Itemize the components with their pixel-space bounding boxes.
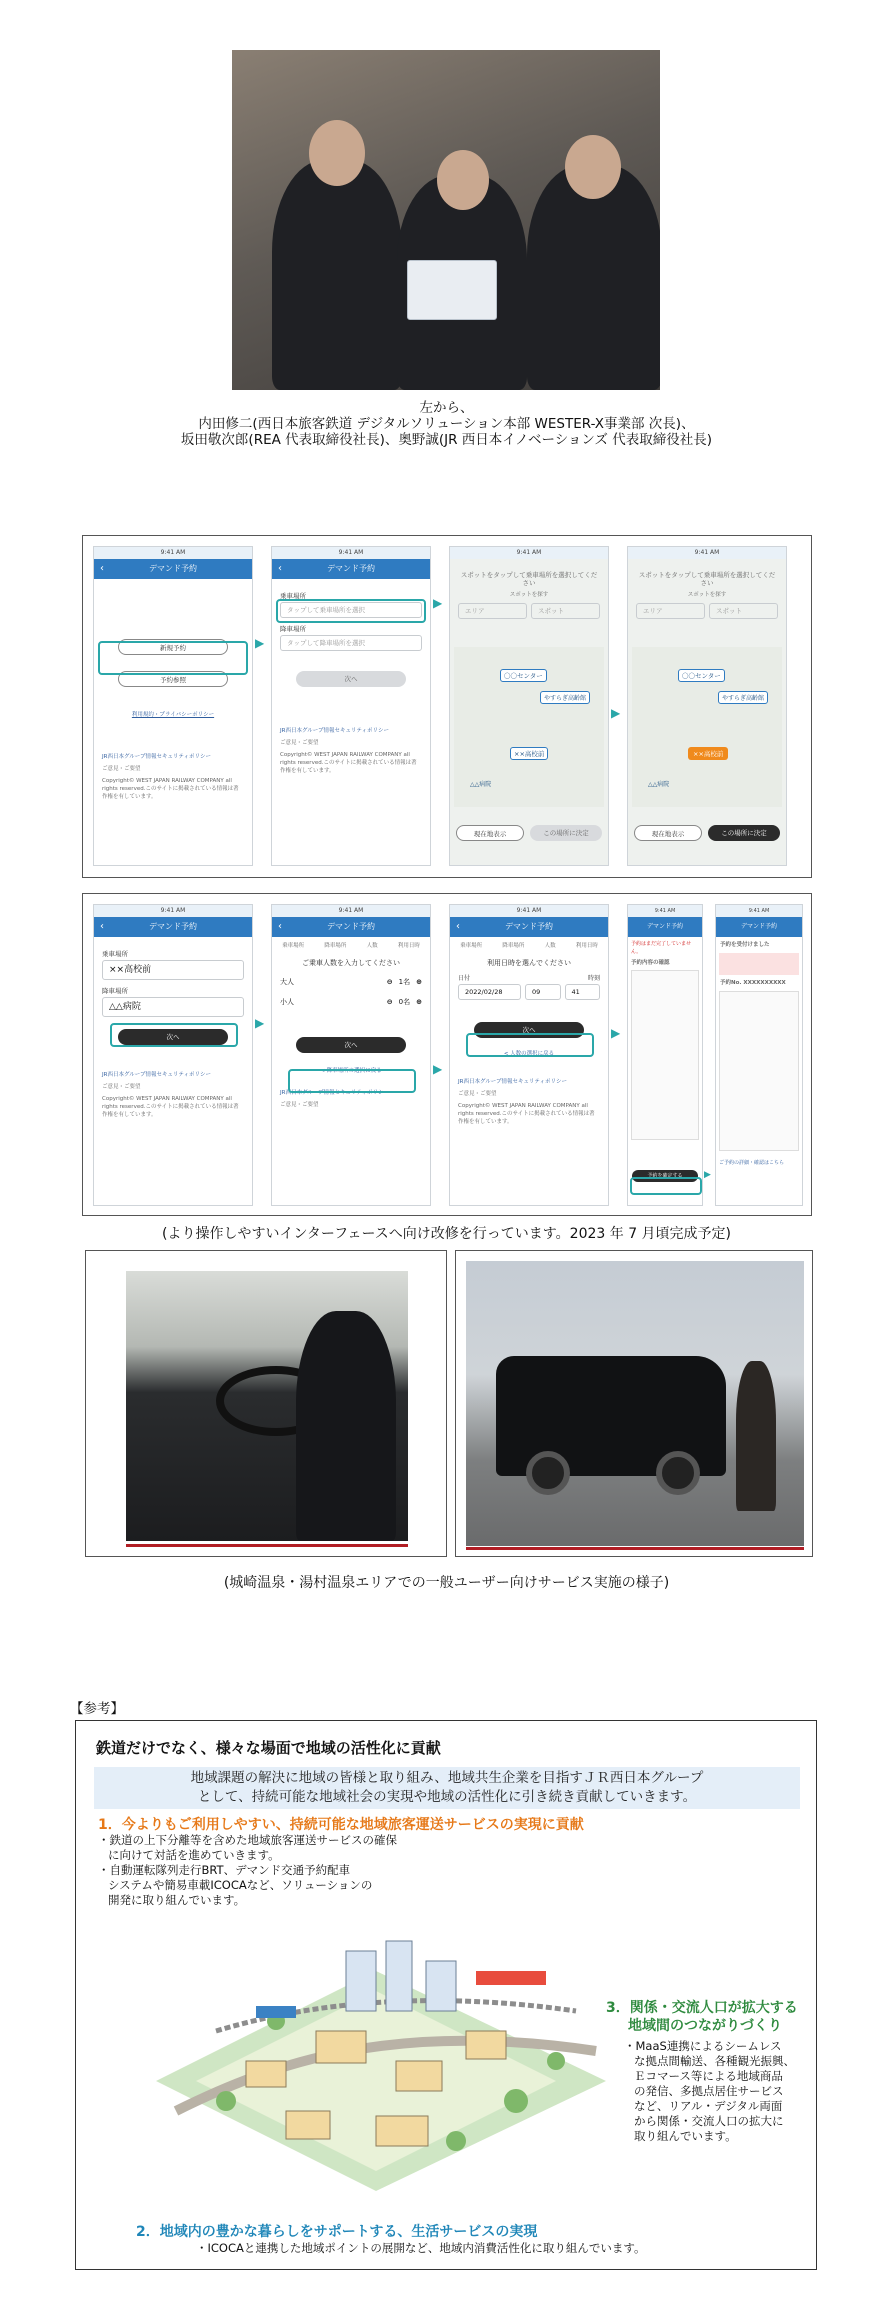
- check-booking-button[interactable]: 予約参照: [118, 671, 229, 687]
- section-1-title: 1．今よりもご利用しやすい、持続可能な地域旅客運送サービスの実現に貢献: [98, 1817, 584, 1833]
- minute-input[interactable]: 41: [565, 984, 601, 1000]
- section-2-title: 2．地域内の豊かな暮らしをサポートする、生活サービスの実現: [136, 2224, 538, 2240]
- arrow-right-icon: ▶: [704, 1170, 711, 1180]
- service-caption: (城崎温泉・湯村温泉エリアでの一般ユーザー向けサービス実施の様子): [223, 1575, 670, 1591]
- security-link[interactable]: JR西日本グループ情報セキュリティポリシー: [102, 754, 211, 760]
- screen-map-select: 9:41 AM スポットをタップして乗車場所を選択してください スポットを探す エリア スポット 〇〇センター やすらぎ高齢館 ××高校前 △△病院 現在地表示 この場所に決定: [449, 546, 609, 866]
- minus-icon[interactable]: ⊖: [386, 998, 393, 1006]
- dropoff-input[interactable]: △△病院: [102, 997, 244, 1017]
- back-icon[interactable]: ‹: [100, 921, 104, 932]
- next-button[interactable]: 次へ: [296, 671, 407, 687]
- minus-icon[interactable]: ⊖: [386, 978, 393, 986]
- person-figure: [736, 1361, 776, 1511]
- section-2-body: ・ICOCAと連携した地域ポイントの展開など、地域内消費活性化に取り組んでいます。: [196, 2241, 646, 2255]
- arrow-right-icon: ▶: [433, 596, 443, 610]
- map-view[interactable]: [454, 647, 604, 807]
- section-1-body: ・鉄道の上下分離等を含めた地域旅客運送サービスの確保 に向けて対話を進めていきます。 ・自動運転隊列走行BRT、デマンド交通予約配車 システムや簡易車載ICOCAなど、ソリューションの 開発に取り組んでいます。: [98, 1833, 397, 1907]
- decide-place-button[interactable]: この場所に決定: [530, 825, 602, 841]
- section-3-title: 3．関係・交流人口が拡大する 地域間のつながりづくり: [606, 2000, 798, 2034]
- screen-select-places: 9:41 AM ‹ デマンド予約 乗車場所 タップして乗車場所を選択 降車場所 タップして降車場所を選択 次へ JR西日本グループ情報セキュリティポリシー ご意見・ご要望 Copyright© WEST JAPAN RAILWAY COMPANY all rights reserved.このサイトに掲載されている情報は著作権を有しています。: [271, 546, 431, 866]
- next-button[interactable]: 次へ: [474, 1022, 585, 1038]
- driver-photo: [126, 1271, 408, 1541]
- reference-intro-band: 地域課題の解決に地域の皆様と取り組み、地域共生企業を目指すＪＲ西日本グループ として、持続可能な地域社会の実現や地域の活性化に引き続き貢献していきます。: [94, 1767, 800, 1809]
- child-stepper[interactable]: ⊖ 0名 ⊕: [386, 998, 422, 1006]
- dropoff-input[interactable]: タップして降車場所を選択: [280, 635, 422, 651]
- date-input[interactable]: 2022/02/28: [458, 984, 521, 1000]
- boarding-input[interactable]: タップして乗車場所を選択: [280, 602, 422, 618]
- adult-stepper[interactable]: ⊖ 1名 ⊕: [386, 978, 422, 986]
- current-location-button[interactable]: 現在地表示: [634, 825, 702, 841]
- highlight-reserve: [630, 1177, 702, 1195]
- area-select[interactable]: エリア: [458, 603, 527, 619]
- reference-title: 鉄道だけでなく、様々な場面で地域の活性化に貢献: [96, 1739, 441, 1757]
- current-location-button[interactable]: 現在地表示: [456, 825, 524, 841]
- highlight-next: [110, 1023, 238, 1047]
- vehicle-photo: [466, 1261, 804, 1546]
- screen-confirm: 9:41 AM デマンド予約 予約はまだ完了していません。 予約内容の確認 予約を確定する: [627, 904, 703, 1206]
- app-flow-row-1: [82, 535, 812, 878]
- screen-home: 9:41 AM ‹ デマンド予約 新規予約 予約参照 利用規約・プライバシーポリシー JR西日本グループ情報セキュリティポリシー ご意見・ご要望 Copyright© WEST JAPAN RAILWAY COMPANY all rights reserved.このサイトに掲載されている情報は著作権を有しています。: [93, 546, 253, 866]
- reference-label: 【参考】: [70, 1701, 124, 1717]
- photo-caption-line3: 坂田敬次郎(REA 代表取締役社長)、奥野誠(JR 西日本イノベーションズ 代表取締役社長): [180, 432, 713, 448]
- screen-places-filled: 9:41 AM ‹ デマンド予約 乗車場所 ××高校前 降車場所 △△病院 次へ JR西日本グループ情報セキュリティポリシー ご意見・ご要望 Copyright© WEST JAPAN RAILWAY COMPANY all rights reserved.このサイトに掲載されている情報は著作権を有しています。: [93, 904, 253, 1206]
- back-icon[interactable]: ‹: [278, 921, 282, 932]
- back-icon[interactable]: ‹: [278, 563, 282, 574]
- award-plaque: [407, 260, 497, 320]
- spot-select[interactable]: スポット: [531, 603, 600, 619]
- town-illustration: [136, 1911, 616, 2201]
- arrow-right-icon: ▶: [433, 1062, 443, 1076]
- highlight-boarding: [276, 599, 426, 623]
- map-pin-elderly[interactable]: やすらぎ高齢館: [540, 691, 590, 704]
- area-select[interactable]: エリア: [636, 603, 705, 619]
- back-link[interactable]: < 人数の選択に戻る: [503, 1051, 555, 1057]
- highlight-new-booking: [98, 641, 248, 675]
- ui-caption: (より操作しやすいインターフェースへ向け改修を行っています。2023 年 7 月頃完成予定): [161, 1226, 732, 1242]
- group-photo: [232, 50, 660, 390]
- app-flow-row-2: [82, 893, 812, 1216]
- screen-datetime: 9:41 AM ‹ デマンド予約 乗車場所 降車場所 人数 利用日時 利用日時を選んでください 日付 時刻 2022/02/28 09 41 次へ < 人数の選択に戻る JR西日本グループ情報セキュリティポリシー ご意見・ご要望 Copyright© WEST JAPAN RAILWAY COMPANY all rights reserved.このサイトに掲載されている情報は著作権を有しています。: [449, 904, 609, 1206]
- map-pin-center[interactable]: 〇〇センター: [500, 669, 547, 682]
- plus-icon[interactable]: ⊕: [416, 978, 422, 986]
- screen-done: 9:41 AM デマンド予約 予約を受付けました 予約No. XXXXXXXXXX ご予約の詳細・確認はこちら: [715, 904, 803, 1206]
- map-pin-school[interactable]: ××高校前: [510, 747, 548, 760]
- driver-figure: [296, 1311, 396, 1541]
- back-icon[interactable]: ‹: [100, 563, 104, 574]
- screen-passengers: 9:41 AM ‹ デマンド予約 乗車場所 降車場所 人数 利用日時 ご乗車人数を入力してください 大人 ⊖ 1名 ⊕ 小人 ⊖ 0名 ⊕ 次へ < 降車場所の選択に戻る JR西日本グループ情報セキュリティポリシー ご意見・ご要望: [271, 904, 431, 1206]
- arrow-right-icon: ▶: [255, 1016, 265, 1030]
- photo-caption-line1: 左から、: [419, 400, 474, 416]
- map-pin-elderly[interactable]: やすらぎ高齢館: [718, 691, 768, 704]
- back-icon[interactable]: ‹: [456, 921, 460, 932]
- new-booking-button[interactable]: 新規予約: [118, 639, 229, 655]
- arrow-right-icon: ▶: [611, 1026, 621, 1040]
- wheel-icon: [526, 1451, 570, 1495]
- arrow-right-icon: ▶: [255, 636, 265, 650]
- next-button[interactable]: 次へ: [118, 1029, 229, 1045]
- map-pin-hospital[interactable]: △△病院: [470, 781, 492, 788]
- highlight-next: [288, 1069, 416, 1093]
- next-button[interactable]: 次へ: [296, 1037, 407, 1053]
- hour-input[interactable]: 09: [525, 984, 561, 1000]
- service-photo-frame-right: [455, 1250, 813, 1557]
- detail-link[interactable]: ご予約の詳細・確認はこちら: [719, 1160, 785, 1166]
- map-pin-hospital[interactable]: △△病院: [648, 781, 670, 788]
- spot-select[interactable]: スポット: [709, 603, 778, 619]
- map-pin-center[interactable]: 〇〇センター: [678, 669, 725, 682]
- reference-box: [75, 1720, 817, 2270]
- map-view[interactable]: [632, 647, 782, 807]
- arrow-right-icon: ▶: [611, 706, 621, 720]
- wheel-icon: [656, 1451, 700, 1495]
- boarding-input[interactable]: ××高校前: [102, 960, 244, 980]
- reserve-button[interactable]: 予約を確定する: [632, 1170, 699, 1182]
- map-pin-school-selected[interactable]: ××高校前: [688, 747, 728, 760]
- decide-place-button[interactable]: この場所に決定: [708, 825, 780, 841]
- service-photo-frame-left: [85, 1250, 447, 1557]
- section-3-body: ・MaaS連携によるシームレス な拠点間輸送、各種観光振興、 Ｅコマース等による地域商品 の発信、多拠点居住サービス など、リアル・デジタル両面 から関係・交流人口の拡大に 取り組んでいます。: [624, 2039, 795, 2143]
- highlight-next: [466, 1033, 594, 1057]
- back-link[interactable]: < 降車場所の選択に戻る: [320, 1068, 382, 1074]
- photo-caption-line2: 内田修二(西日本旅客鉄道 デジタルソリューション本部 WESTER-X事業部 次長)、: [198, 416, 695, 432]
- screen-map-decided: 9:41 AM スポットをタップして乗車場所を選択してください スポットを探す エリア スポット 〇〇センター やすらぎ高齢館 ××高校前 △△病院 現在地表示 この場所に決定: [627, 546, 787, 866]
- plus-icon[interactable]: ⊕: [416, 998, 422, 1006]
- terms-link[interactable]: 利用規約・プライバシーポリシー: [131, 712, 215, 718]
